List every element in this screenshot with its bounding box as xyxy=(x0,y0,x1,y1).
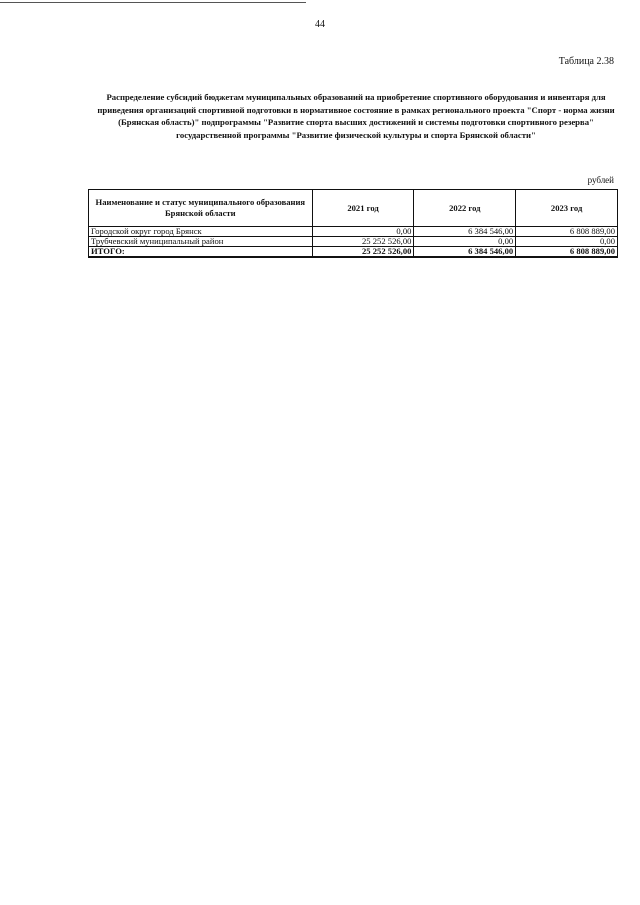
header-municipality: Наименование и статус муниципального образования Брянской области xyxy=(89,190,313,227)
table-row xyxy=(89,227,618,237)
row-municipality-name: Трубчевский муниципальный район xyxy=(89,237,313,247)
header-2022: 2022 год xyxy=(414,190,516,227)
header-2021: 2021 год xyxy=(312,190,414,227)
total-2022: 6 384 546,00 xyxy=(414,247,516,258)
page-number: 44 xyxy=(315,19,325,30)
subsidy-table xyxy=(88,189,618,258)
row-value-2021: 0,00 xyxy=(312,227,414,237)
table-reference: Таблица 2.38 xyxy=(558,56,614,67)
total-row xyxy=(89,247,618,258)
table-header-row xyxy=(89,190,618,227)
table-row xyxy=(89,237,618,247)
document-title: Распределение субсидий бюджетам муниципальных образований на приобретение спортивного оборудования и инвентаря для приведения организаций спортивной подготовки в нормативное состояние в рамках регионального проекта "Спорт - норма жизни (Брянская область)" подпрограммы "Развитие спорта высших достижений и системы подготовки спортивного резерва" государственной программы "Развитие физической культуры и спорта Брянской области" xyxy=(97,92,615,140)
header-2023: 2023 год xyxy=(516,190,618,227)
row-value-2023: 6 808 889,00 xyxy=(516,227,618,237)
total-2023: 6 808 889,00 xyxy=(516,247,618,258)
total-2021: 25 252 526,00 xyxy=(312,247,414,258)
row-municipality-name: Городской округ город Брянск xyxy=(89,227,313,237)
row-value-2021: 25 252 526,00 xyxy=(312,237,414,247)
row-value-2023: 0,00 xyxy=(516,237,618,247)
row-value-2022: 6 384 546,00 xyxy=(414,227,516,237)
units-label: рублей xyxy=(587,175,614,185)
top-rule xyxy=(0,2,306,3)
total-label: ИТОГО: xyxy=(89,247,313,258)
row-value-2022: 0,00 xyxy=(414,237,516,247)
